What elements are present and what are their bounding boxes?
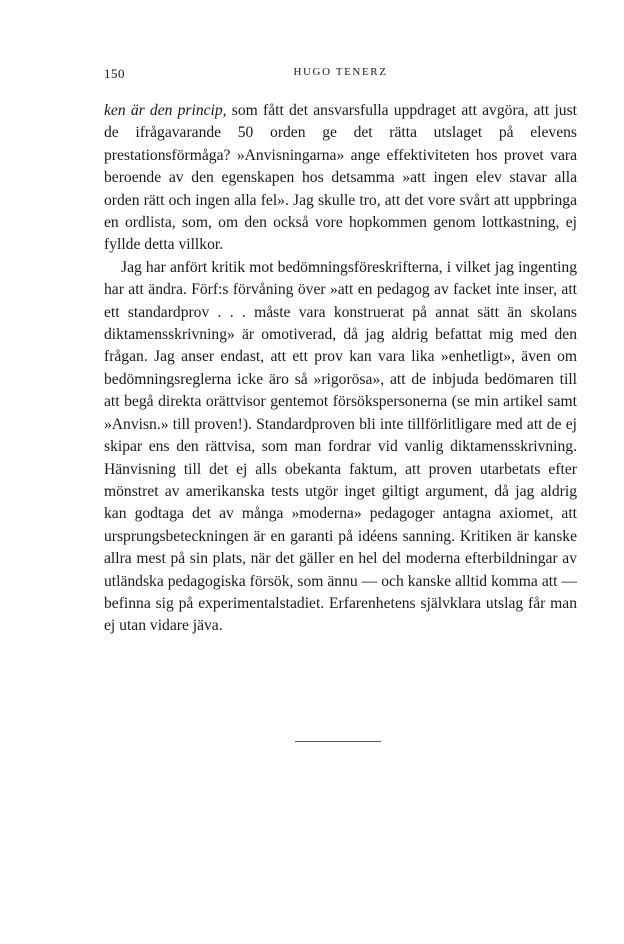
paragraph-1-text: som fått det ansvarsfulla uppdraget att avgöra, att just de ifrågavarande 50 orden ge det rätta utslaget på elevens prestationsförmåga? »Anvisningarna» ange effektiviteten hos provet vara beroende av den egenskapen hos detsamma »att ingen elev stavar alla orden rätt och ingen alla fel». Jag skulle tro, att det vore svårt att uppbringa en ordlista, som, om den också vore hopkommen genom lottkastning, ej fyllde detta villkor.	[104, 102, 577, 254]
running-title: HUGO TENERZ	[293, 66, 388, 78]
running-head	[104, 66, 577, 88]
body-text	[104, 100, 577, 638]
page	[104, 66, 577, 638]
page-number: 150	[104, 66, 125, 81]
paragraph-2: Jag har anfört kritik mot bedömningsföreskrifterna, i vilket jag ingenting har att ändra. Förf:s förvåning över »att en pedagog av facket inte inser, att ett standardprov . . . måste vara konstruerat på annat sätt än skolans diktamensskrivning» är omotiverad, då jag aldrig befattat mig med den frågan. Jag anser endast, att ett prov kan vara lika »enhetligt», även om bedömningsreglerna icke äro så »rigorösa», att de inbjuda bedömaren till att begå direkta orättvisor gentemot försökspersonerna (se min artikel samt »Anvisn.» till proven!). Standardproven bli inte tillförlitligare med att de ej skipar ens den rättvisa, som man fordrar vid vanlig diktamensskrivning. Hänvisning till det ej alls obekanta faktum, att proven utarbetats efter mönstret av amerikanska tests utgör inget giltigt argument, då jag aldrig kan godtaga det av många »moderna» pedagoger antagna axiomet, att ursprungsbeteckningen är en garanti på idéens sanning. Kritiken är kanske allra mest på sin plats, när det gäller en hel del moderna efterbildningar av utländska pedagogiska försök, som ännu — och kanske alltid komma att — befinna sig på experimentalstadiet. Erfarenhetens självklara utslag får man ej utan vidare jäva.	[104, 258, 577, 635]
paragraph-1	[104, 100, 577, 257]
end-rule-divider	[295, 741, 381, 742]
paragraph-1-italic: ken är den princip,	[104, 102, 227, 119]
